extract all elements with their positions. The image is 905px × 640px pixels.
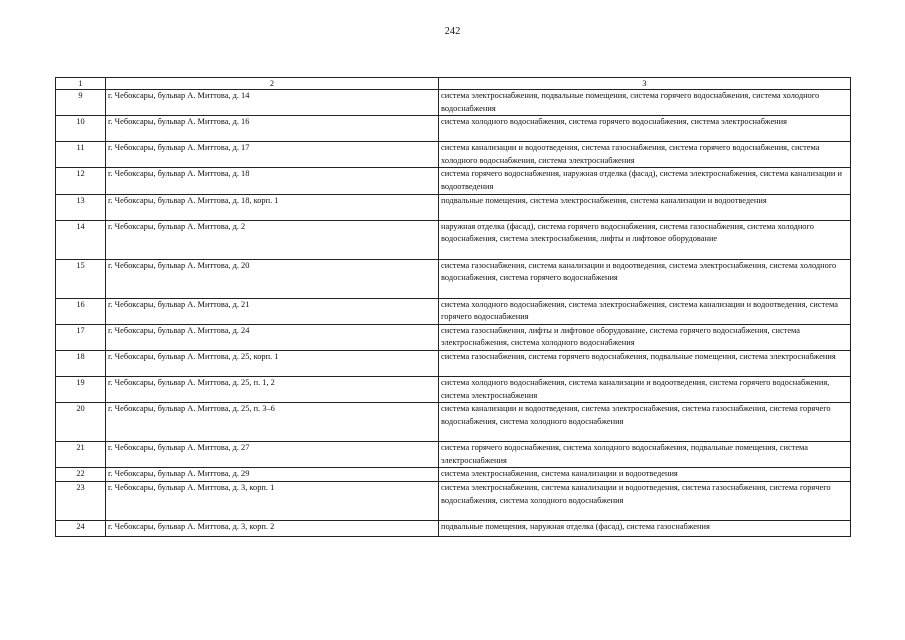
row-systems: система электроснабжения, система канализации и водоотведения, система газоснабжения, система горячего водоснабжения, система холодного водоснабжения	[439, 481, 851, 520]
row-number: 18	[56, 350, 106, 376]
row-address: г. Чебоксары, бульвар А. Миттова, д. 25, п. 1, 2	[106, 376, 439, 402]
row-address: г. Чебоксары, бульвар А. Миттова, д. 24	[106, 324, 439, 350]
row-systems: система холодного водоснабжения, система электроснабжения, система канализации и водоотведения, система горячего водоснабжения	[439, 298, 851, 324]
row-address: г. Чебоксары, бульвар А. Миттова, д. 14	[106, 90, 439, 116]
row-systems: система горячего водоснабжения, наружная отделка (фасад), система электроснабжения, система канализации и водоотведения	[439, 168, 851, 194]
row-systems: система газоснабжения, система горячего водоснабжения, подвальные помещения, система электроснабжения	[439, 350, 851, 376]
row-address: г. Чебоксары, бульвар А. Миттова, д. 27	[106, 442, 439, 468]
row-number: 9	[56, 90, 106, 116]
row-address: г. Чебоксары, бульвар А. Миттова, д. 3, корп. 1	[106, 481, 439, 520]
row-address: г. Чебоксары, бульвар А. Миттова, д. 18	[106, 168, 439, 194]
table-row	[56, 259, 851, 298]
table-row	[56, 168, 851, 194]
row-address: г. Чебоксары, бульвар А. Миттова, д. 17	[106, 142, 439, 168]
row-number: 10	[56, 116, 106, 142]
table-row	[56, 481, 851, 520]
row-systems: система электроснабжения, подвальные помещения, система горячего водоснабжения, система холодного водоснабжения	[439, 90, 851, 116]
row-number: 19	[56, 376, 106, 402]
table-row	[56, 142, 851, 168]
row-number: 16	[56, 298, 106, 324]
row-systems: система газоснабжения, система канализации и водоотведения, система электроснабжения, система холодного водоснабжения, система горячего водоснабжения	[439, 259, 851, 298]
row-number: 13	[56, 194, 106, 220]
row-systems: система газоснабжения, лифты и лифтовое оборудование, система горячего водоснабжения, система электроснабжения, система холодного водоснабжения	[439, 324, 851, 350]
table-row	[56, 116, 851, 142]
table-row	[56, 376, 851, 402]
row-address: г. Чебоксары, бульвар А. Миттова, д. 3, корп. 2	[106, 520, 439, 536]
row-systems: система канализации и водоотведения, система электроснабжения, система газоснабжения, система горячего водоснабжения, система холодного водоснабжения	[439, 403, 851, 442]
row-address: г. Чебоксары, бульвар А. Миттова, д. 2	[106, 220, 439, 259]
row-systems: подвальные помещения, наружная отделка (фасад), система газоснабжения	[439, 520, 851, 536]
table-row	[56, 468, 851, 482]
table-row	[56, 403, 851, 442]
table-header-row	[56, 78, 851, 90]
row-number: 17	[56, 324, 106, 350]
row-address: г. Чебоксары, бульвар А. Миттова, д. 18, корп. 1	[106, 194, 439, 220]
row-address: г. Чебоксары, бульвар А. Миттова, д. 21	[106, 298, 439, 324]
row-number: 11	[56, 142, 106, 168]
table-row	[56, 520, 851, 536]
row-address: г. Чебоксары, бульвар А. Миттова, д. 25, корп. 1	[106, 350, 439, 376]
buildings-table	[55, 77, 851, 537]
row-systems: подвальные помещения, система электроснабжения, система канализации и водоотведения	[439, 194, 851, 220]
row-systems: система электроснабжения, система канализации и водоотведения	[439, 468, 851, 482]
row-systems: система горячего водоснабжения, система холодного водоснабжения, подвальные помещения, система электроснабжения	[439, 442, 851, 468]
table-row	[56, 350, 851, 376]
table-row	[56, 442, 851, 468]
row-number: 14	[56, 220, 106, 259]
row-number: 23	[56, 481, 106, 520]
row-number: 20	[56, 403, 106, 442]
row-number: 22	[56, 468, 106, 482]
row-address: г. Чебоксары, бульвар А. Миттова, д. 29	[106, 468, 439, 482]
row-address: г. Чебоксары, бульвар А. Миттова, д. 25, п. 3–6	[106, 403, 439, 442]
row-systems: система холодного водоснабжения, система канализации и водоотведения, система горячего водоснабжения, система электроснабжения	[439, 376, 851, 402]
column-header-systems: 3	[439, 78, 851, 90]
page-number: 242	[444, 26, 461, 37]
row-address: г. Чебоксары, бульвар А. Миттова, д. 20	[106, 259, 439, 298]
row-systems: система холодного водоснабжения, система горячего водоснабжения, система электроснабжения	[439, 116, 851, 142]
row-number: 15	[56, 259, 106, 298]
table-row	[56, 220, 851, 259]
table-row	[56, 194, 851, 220]
row-systems: система канализации и водоотведения, система газоснабжения, система горячего водоснабжения, система холодного водоснабжения, система электроснабжения	[439, 142, 851, 168]
row-number: 21	[56, 442, 106, 468]
table-row	[56, 90, 851, 116]
column-header-address: 2	[106, 78, 439, 90]
column-header-number: 1	[56, 78, 106, 90]
row-number: 12	[56, 168, 106, 194]
row-address: г. Чебоксары, бульвар А. Миттова, д. 16	[106, 116, 439, 142]
table-row	[56, 324, 851, 350]
row-systems: наружная отделка (фасад), система горячего водоснабжения, система газоснабжения, система холодного водоснабжения, система электроснабжения, лифты и лифтовое оборудование	[439, 220, 851, 259]
row-number: 24	[56, 520, 106, 536]
table-row	[56, 298, 851, 324]
